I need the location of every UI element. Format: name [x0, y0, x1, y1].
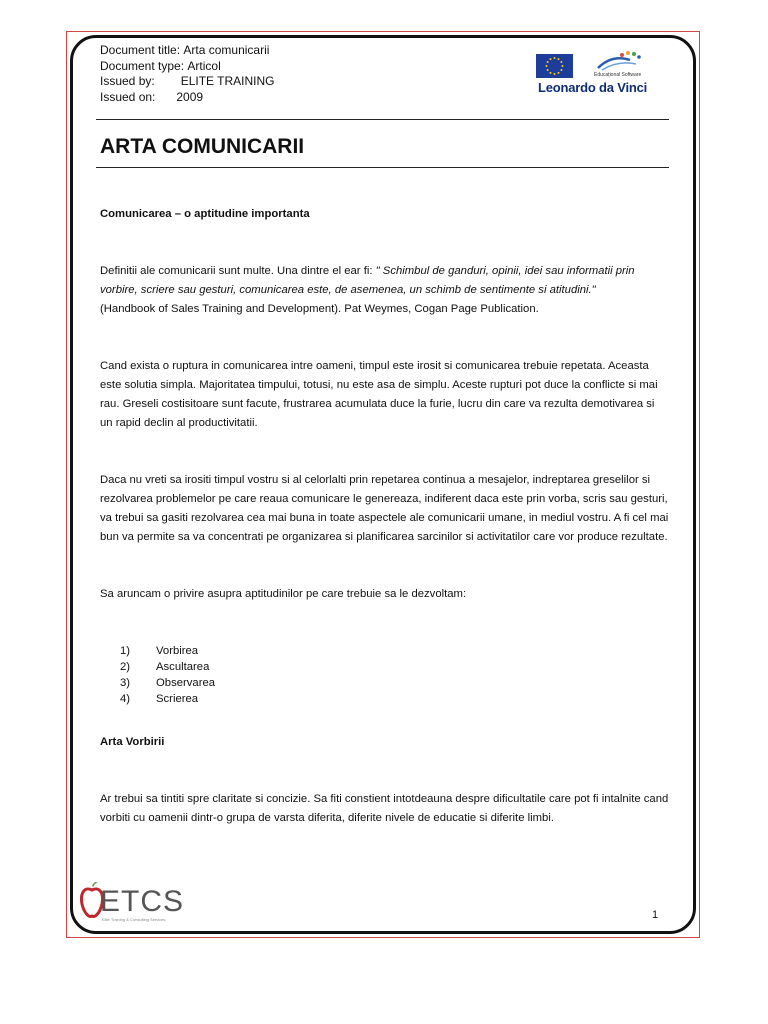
meta-label: Document type:	[100, 58, 185, 73]
meta-label: Issued on:	[100, 89, 156, 104]
definition-quote: " Schimbul de ganduri, opinii, idei sau informatii prin vorbire, scriere sau gesturi, comunicarea este, de asemenea, un schimb de sentimente si atitudini."	[100, 265, 635, 296]
etcs-logo-tagline: Elite Training & Consulting Services	[102, 917, 166, 922]
paragraph-vorbire: Ar trebui sa tintiti spre claritate si concizie. Sa fiti constient intotdeauna despre dificultatile care pot fi intalnite cand vorbiti cu oamenii dintr-o grupa de varsta diferita, diferite nivele de educatie si diferite limbi.	[100, 793, 669, 824]
list-number: 2)	[120, 661, 131, 673]
header-divider	[96, 119, 669, 120]
list-label: Vorbirea	[156, 645, 199, 657]
document-title: ARTA COMUNICARII	[100, 135, 305, 158]
list-item	[120, 643, 670, 659]
meta-label: Document title:	[100, 43, 181, 57]
list-item	[120, 691, 670, 707]
paragraph-definition	[100, 262, 670, 319]
section-heading: Arta Vorbirii	[100, 736, 165, 748]
definition-source: (Handbook of Sales Training and Development). Pat Weymes, Cogan Page Publication.	[100, 303, 539, 315]
list-item	[120, 659, 670, 675]
title-divider	[96, 167, 669, 168]
header-logos	[532, 46, 662, 98]
meta-value: ELITE TRAINING	[180, 74, 275, 88]
list-label: Ascultarea	[156, 661, 210, 673]
list-number: 1)	[120, 645, 131, 657]
list-item	[120, 675, 670, 691]
etcs-logo	[80, 878, 185, 924]
document-metadata	[100, 43, 275, 105]
meta-value: Articol	[187, 58, 221, 73]
list-number: 3)	[120, 677, 131, 689]
meta-row-type	[100, 59, 275, 75]
document-body	[100, 205, 670, 828]
meta-value: Arta comunicarii	[183, 43, 270, 57]
meta-row-issued-by	[100, 74, 275, 90]
list-number: 4)	[120, 693, 131, 705]
eu-flag-icon	[536, 54, 573, 78]
section-heading: Comunicarea – o aptitudine importanta	[100, 208, 310, 220]
meta-row-issued-on	[100, 90, 275, 106]
paragraph-aptitudini: Sa aruncam o privire asupra aptitudinilor pe care trebuie sa le dezvoltam:	[100, 588, 467, 600]
paragraph-ruptura: Cand exista o ruptura in comunicarea intre oameni, timpul este irosit si comunicarea trebuie repetata. Aceasta este solutia simpla. Majoritatea timpului, totusi, nu este asa de simplu. Aceste rupturi pot duce la conflicte si mai rau. Greseli costisitoare sunt facute, frustrarea acumulata duce la furie, lucru din care va rezulta demotivarea si un rapid declin al productivitatii.	[100, 360, 658, 429]
meta-label: Issued by:	[100, 74, 155, 88]
list-label: Scrierea	[156, 693, 199, 705]
skills-list	[100, 643, 670, 707]
page-number: 1	[652, 909, 659, 921]
etcs-logo-text: ETCS	[100, 885, 185, 918]
meta-row-title	[100, 43, 275, 59]
list-label: Observarea	[156, 677, 216, 689]
paragraph-timp: Daca nu vreti sa irositi timpul vostru si al celorlalti prin repetarea continua a mesajelor, indreptarea greselilor si rezolvarea problemelor pe care reaua comunicare le genereaza, indiferent daca este prin vorba, scris sau gesturi, va trebui sa gasiti rezolvarea cea mai buna in toate aspectele ale comunicarii umane, in mediul vostru. A fi cel mai bun va permite sa va concentrati pe organizarea si planificarea sarcinilor si activitatilor care vor produce rezultate.	[100, 474, 669, 543]
program-name: Leonardo da Vinci	[538, 80, 648, 95]
program-caption: Educațional Software	[594, 72, 642, 78]
definition-lead: Definitii ale comunicarii sunt multe. Una dintre el ear fi:	[100, 265, 376, 277]
meta-value: 2009	[176, 89, 204, 104]
